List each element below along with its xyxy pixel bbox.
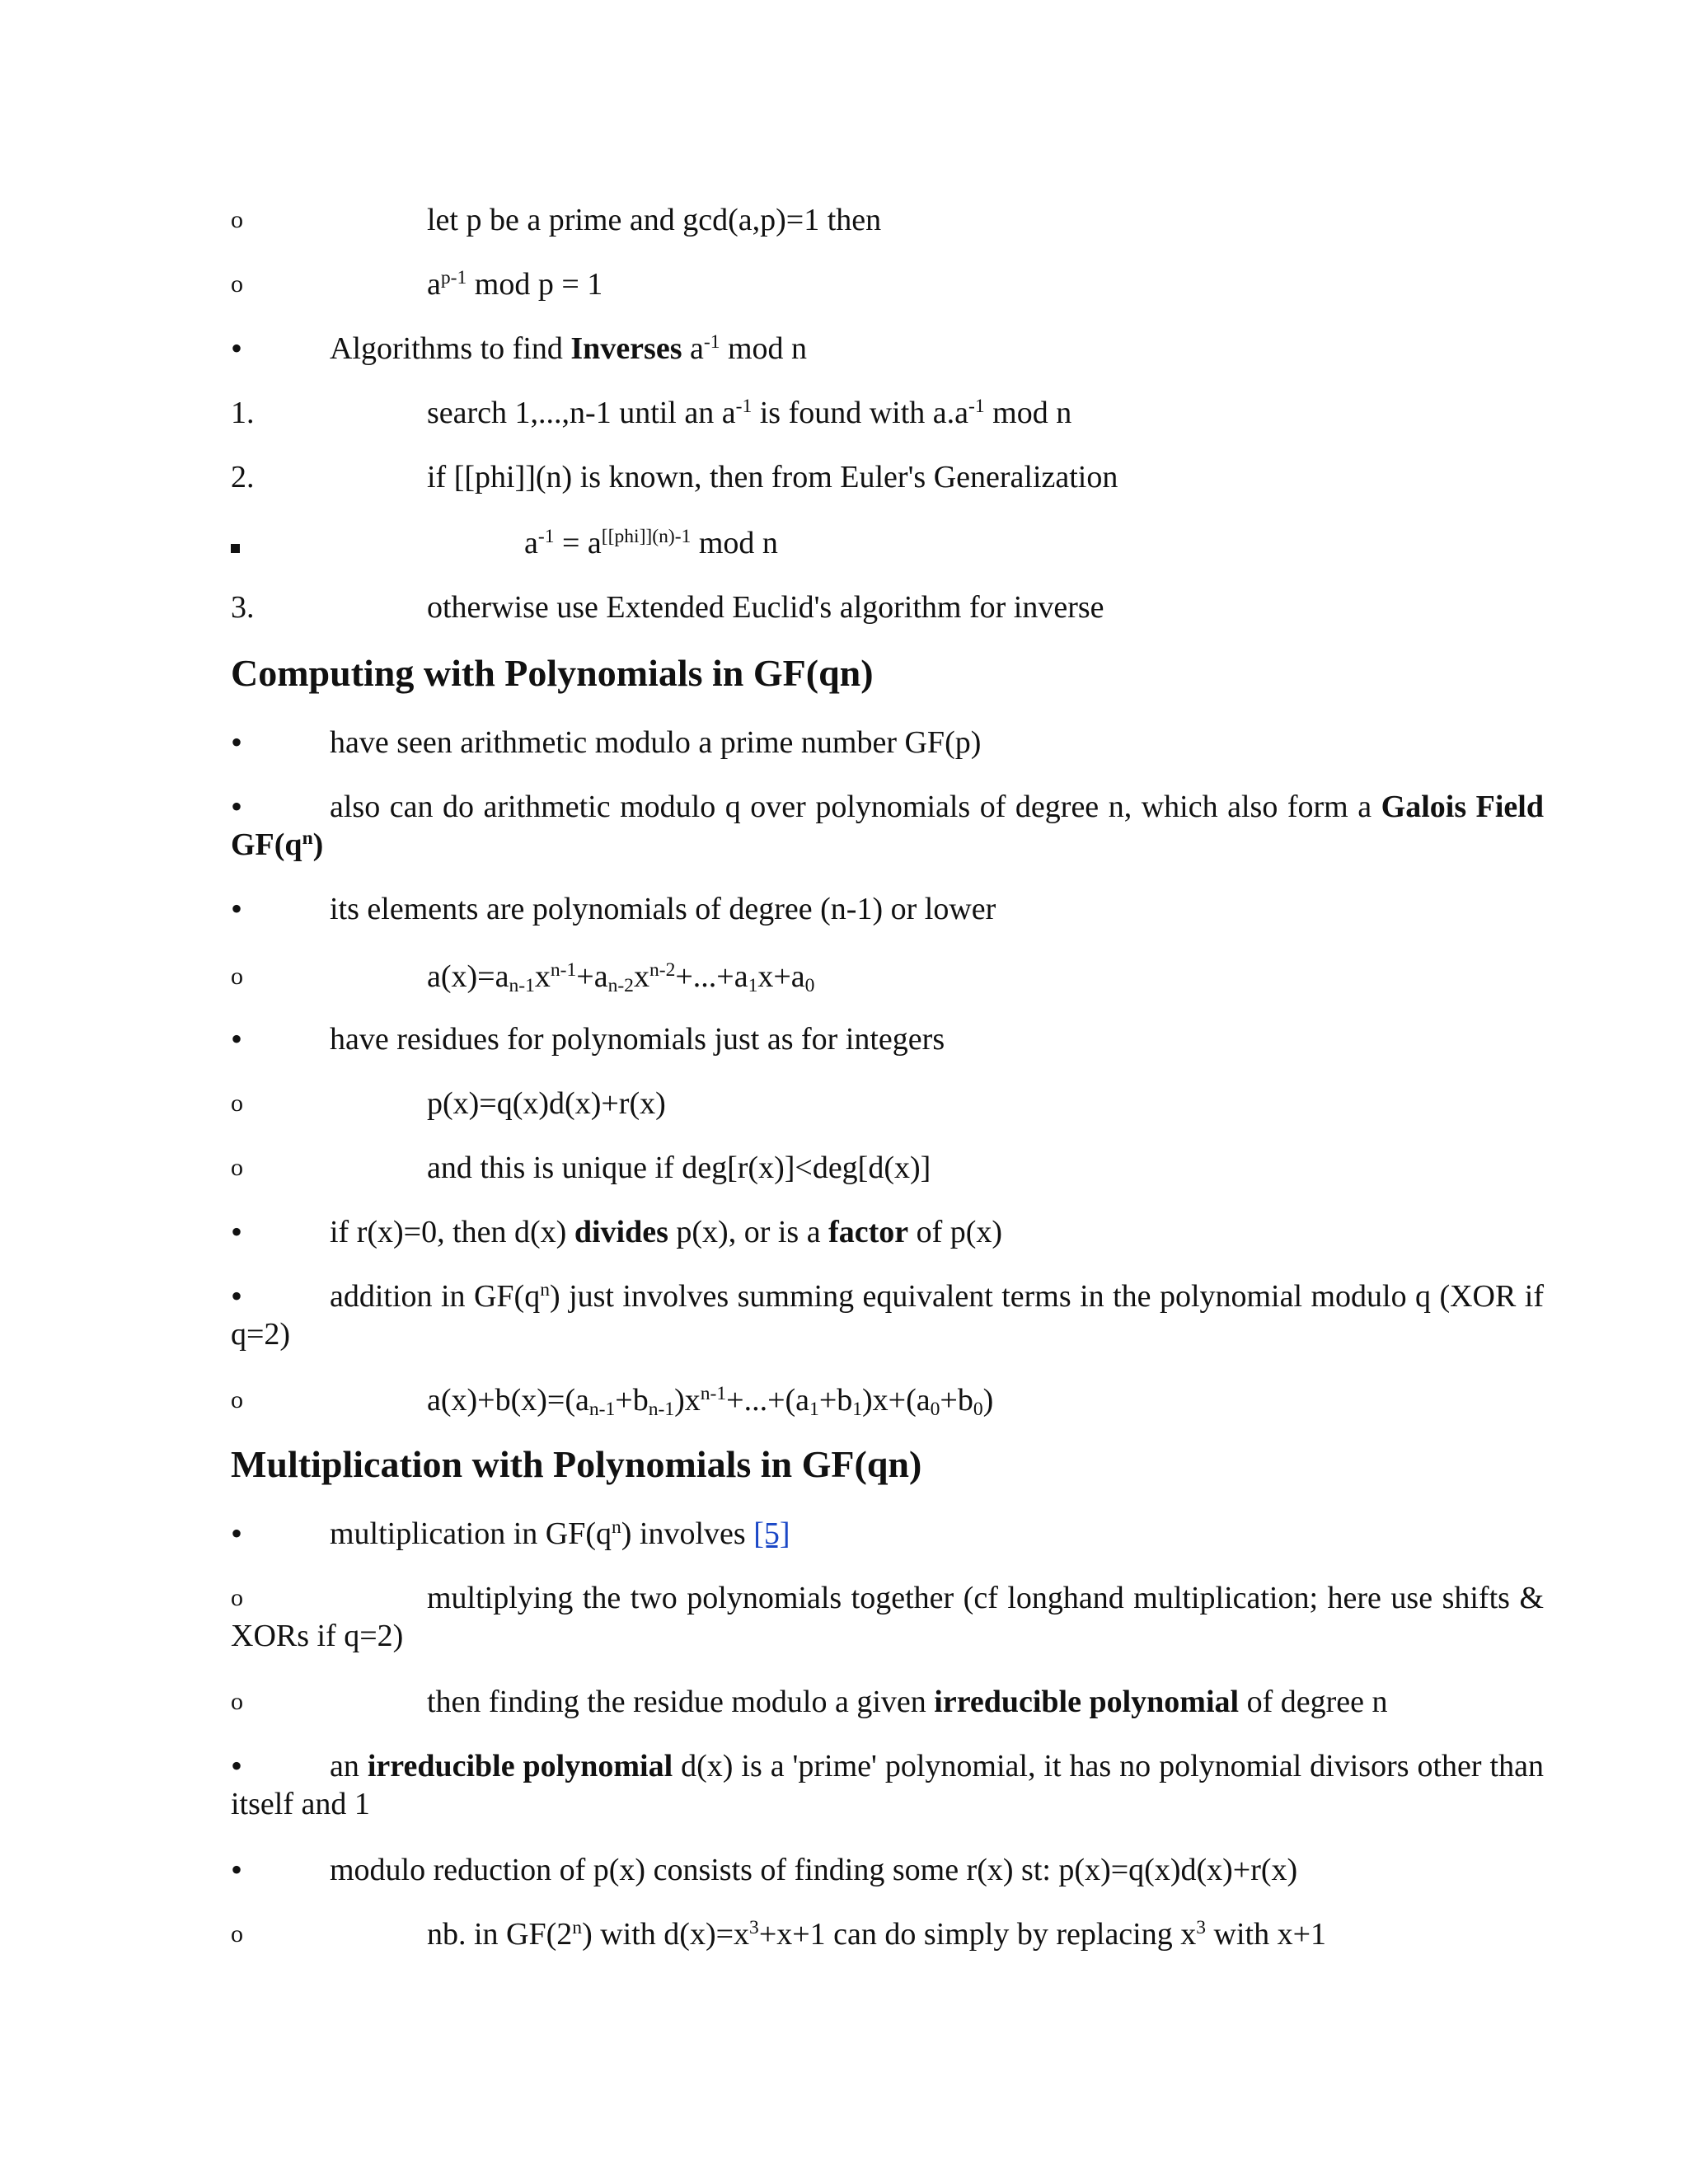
reference-link[interactable]: [5]: [753, 1516, 790, 1551]
list-item-text: modulo reduction of p(x) consists of finding some r(x) st: p(x)=q(x)d(x)+r(x): [330, 1853, 1298, 1887]
formula: $a(x)+b(x)=(a_{n-1}+b_{n-1})x^{n-1}+...+(a_1+b_1)x+(a_0+b_0)$: [427, 1383, 994, 1420]
list-item-text: have seen arithmetic modulo a prime number GF(p): [330, 725, 982, 760]
section-heading: Computing with Polynomials in GF(qn): [231, 652, 874, 694]
bullet-icon: •: [231, 788, 243, 825]
circle-bullet-icon: o: [231, 1688, 243, 1715]
formula: $a^{-1} = a^{[[phi]](n)-1}$ mod n: [524, 526, 778, 560]
list-item-text: search 1,...,n-1 until an $a^{-1}$ is found with $a.a^{-1}$ mod n: [427, 396, 1072, 430]
list-item-text: addition in $GF(q^n)$ just involves summing equivalent terms in the polynomial modulo q (XOR if q=2): [231, 1279, 1544, 1352]
bullet-icon: •: [231, 330, 243, 367]
list-item-text: an irreducible polynomial d(x) is a 'prime' polynomial, it has no polynomial divisors other than itself and 1: [231, 1749, 1544, 1821]
circle-bullet-icon: o: [231, 1090, 243, 1117]
circle-bullet-icon: o: [231, 963, 243, 990]
bullet-icon: •: [231, 724, 243, 761]
list-number: 3.: [231, 590, 255, 625]
circle-bullet-icon: o: [231, 1386, 243, 1413]
list-item-text: multiplying the two polynomials together (cf longhand multiplication; here use shifts & XORs if q=2): [231, 1581, 1544, 1653]
list-item-text: if [[phi]](n) is known, then from Euler's Generalization: [427, 460, 1118, 494]
section-heading: Multiplication with Polynomials in GF(qn): [231, 1443, 922, 1485]
list-item-text: Algorithms to find Inverses $a^{-1}$ mod n: [330, 331, 808, 366]
list-item-text: nb. in GF(2$^n$) with $d(x)=x^3+x+1$ can do simply by replacing $x^3$ with x+1: [427, 1917, 1327, 1952]
bullet-icon: •: [231, 1851, 243, 1888]
circle-bullet-icon: o: [231, 206, 243, 233]
bullet-icon: •: [231, 1515, 243, 1552]
circle-bullet-icon: o: [231, 270, 243, 298]
square-bullet-icon: [231, 524, 264, 562]
list-item-text: have residues for polynomials just as for integers: [330, 1022, 945, 1057]
bullet-icon: •: [231, 1747, 243, 1784]
list-number: 1.: [231, 396, 255, 430]
bullet-icon: •: [231, 1277, 243, 1315]
bullet-icon: •: [231, 1213, 243, 1250]
circle-bullet-icon: o: [231, 1154, 243, 1181]
list-item-text: if r(x)=0, then d(x) divides p(x), or is a factor of p(x): [330, 1215, 1003, 1249]
formula: $a(x)=a_{n-1}x^{n-1}+a_{n-2}x^{n-2}+...+a_1x+a_0$: [427, 959, 815, 996]
list-item-text: otherwise use Extended Euclid's algorithm for inverse: [427, 590, 1104, 625]
list-item-text: also can do arithmetic modulo q over polynomials of degree n, which also form a Galois Field $GF(q^n)$: [231, 790, 1544, 862]
list-item-text: its elements are polynomials of degree (n-1) or lower: [330, 892, 996, 926]
list-item-text: $a^{p-1}$ mod p = 1: [427, 267, 603, 302]
formula: p(x)=q(x)d(x)+r(x): [427, 1086, 666, 1121]
list-item-text: let p be a prime and gcd(a,p)=1 then: [427, 203, 882, 237]
list-item-text: multiplication in $GF(q^n)$ involves [5]: [330, 1516, 790, 1551]
bullet-icon: •: [231, 890, 243, 927]
list-item-text: then finding the residue modulo a given irreducible polynomial of degree n: [427, 1685, 1388, 1719]
list-item-text: and this is unique if deg[r(x)]<deg[d(x)]: [427, 1151, 931, 1185]
circle-bullet-icon: o: [231, 1920, 243, 1947]
circle-bullet-icon: o: [231, 1584, 243, 1611]
bullet-icon: •: [231, 1020, 243, 1057]
list-number: 2.: [231, 460, 255, 494]
